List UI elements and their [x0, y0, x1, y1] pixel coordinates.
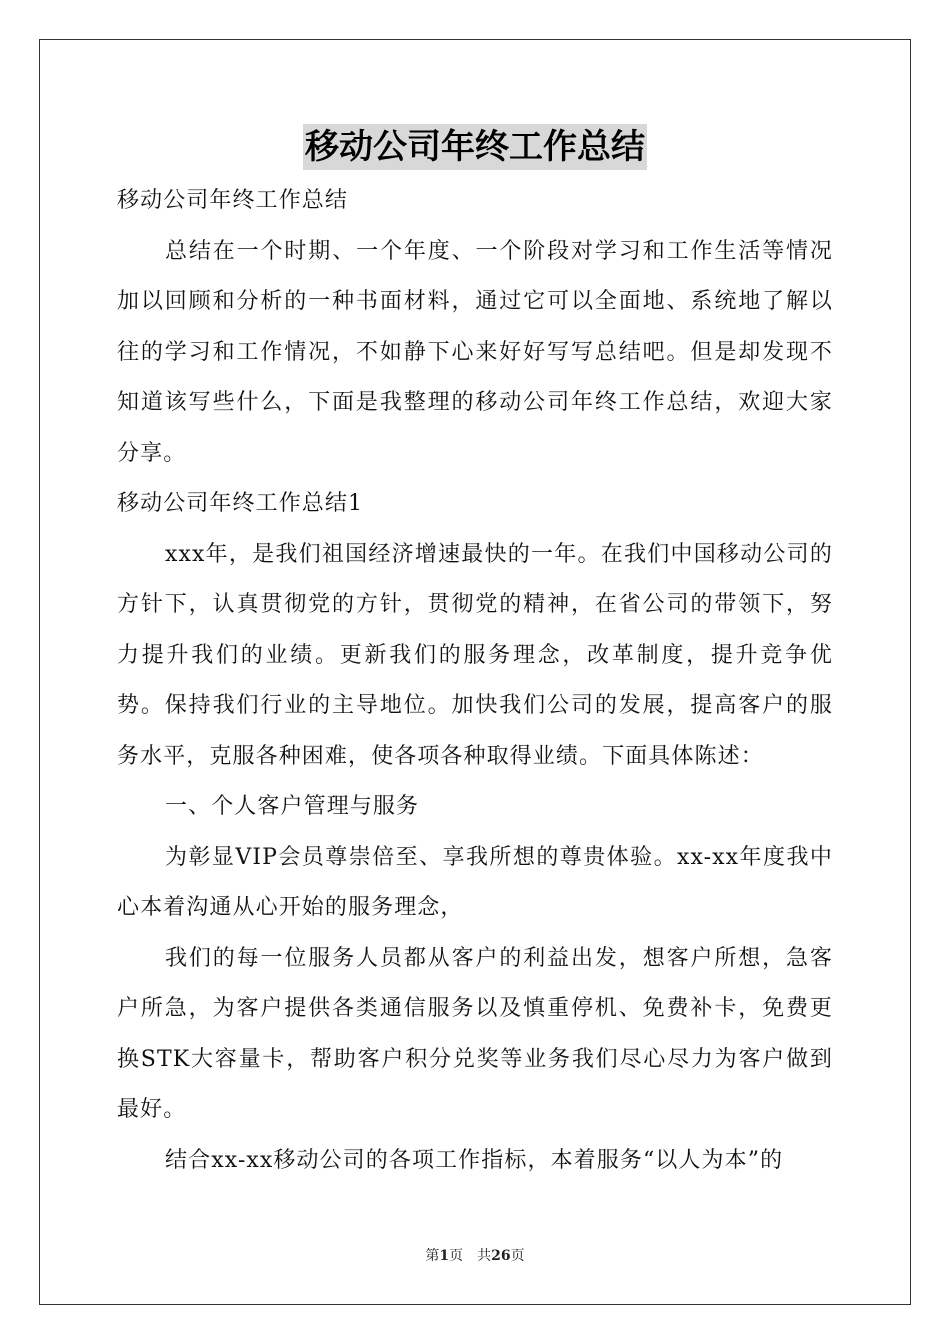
document-body	[117, 176, 833, 1186]
page-suffix: 页	[449, 1248, 464, 1264]
current-page-number: 1	[439, 1248, 450, 1264]
paragraph: 结合xx-xx移动公司的各项工作指标，本着服务“以人为本”的	[165, 1147, 784, 1173]
subsection-heading: 一、个人客户管理与服务	[165, 794, 420, 819]
page-footer	[0, 1246, 950, 1266]
section-heading: 移动公司年终工作总结1	[117, 491, 364, 516]
paragraph: 我们的每一位服务人员都从客户的利益出发，想客户所想，急客户所急，为客户提供各类通信服务以及慎重停机、免费补卡，免费更换STK大容量卡，帮助客户积分兑奖等业务我们尽心尽力为客户做到最好。	[117, 945, 833, 1122]
paragraph: 为彰显VIP会员尊崇倍至、享我所想的尊贵体验。xx-xx年度我中心本着沟通从心开始的服务理念，	[117, 844, 833, 920]
paragraph-heading: 移动公司年终工作总结	[117, 188, 349, 213]
total-page-number: 26	[491, 1248, 511, 1264]
total-suffix: 页	[510, 1248, 525, 1264]
paragraph: 总结在一个时期、一个年度、一个阶段对学习和工作生活等情况加以回顾和分析的一种书面材料，通过它可以全面地、系统地了解以往的学习和工作情况，不如静下心来好好写写总结吧。但是却发现不知道该写些什么，下面是我整理的移动公司年终工作总结，欢迎大家分享。	[117, 238, 833, 466]
page-prefix: 第	[425, 1248, 440, 1264]
document-title: 移动公司年终工作总结	[303, 124, 647, 170]
title-container	[0, 124, 950, 170]
paragraph: xxx年，是我们祖国经济增速最快的一年。在我们中国移动公司的方针下，认真贯彻党的方针，贯彻党的精神，在省公司的带领下，努力提升我们的业绩。更新我们的服务理念，改革制度，提升竞争优势。保持我们行业的主导地位。加快我们公司的发展，提高客户的服务水平，克服各种困难，使各项各种取得业绩。下面具体陈述：	[117, 541, 833, 769]
total-prefix: 共	[477, 1248, 492, 1264]
